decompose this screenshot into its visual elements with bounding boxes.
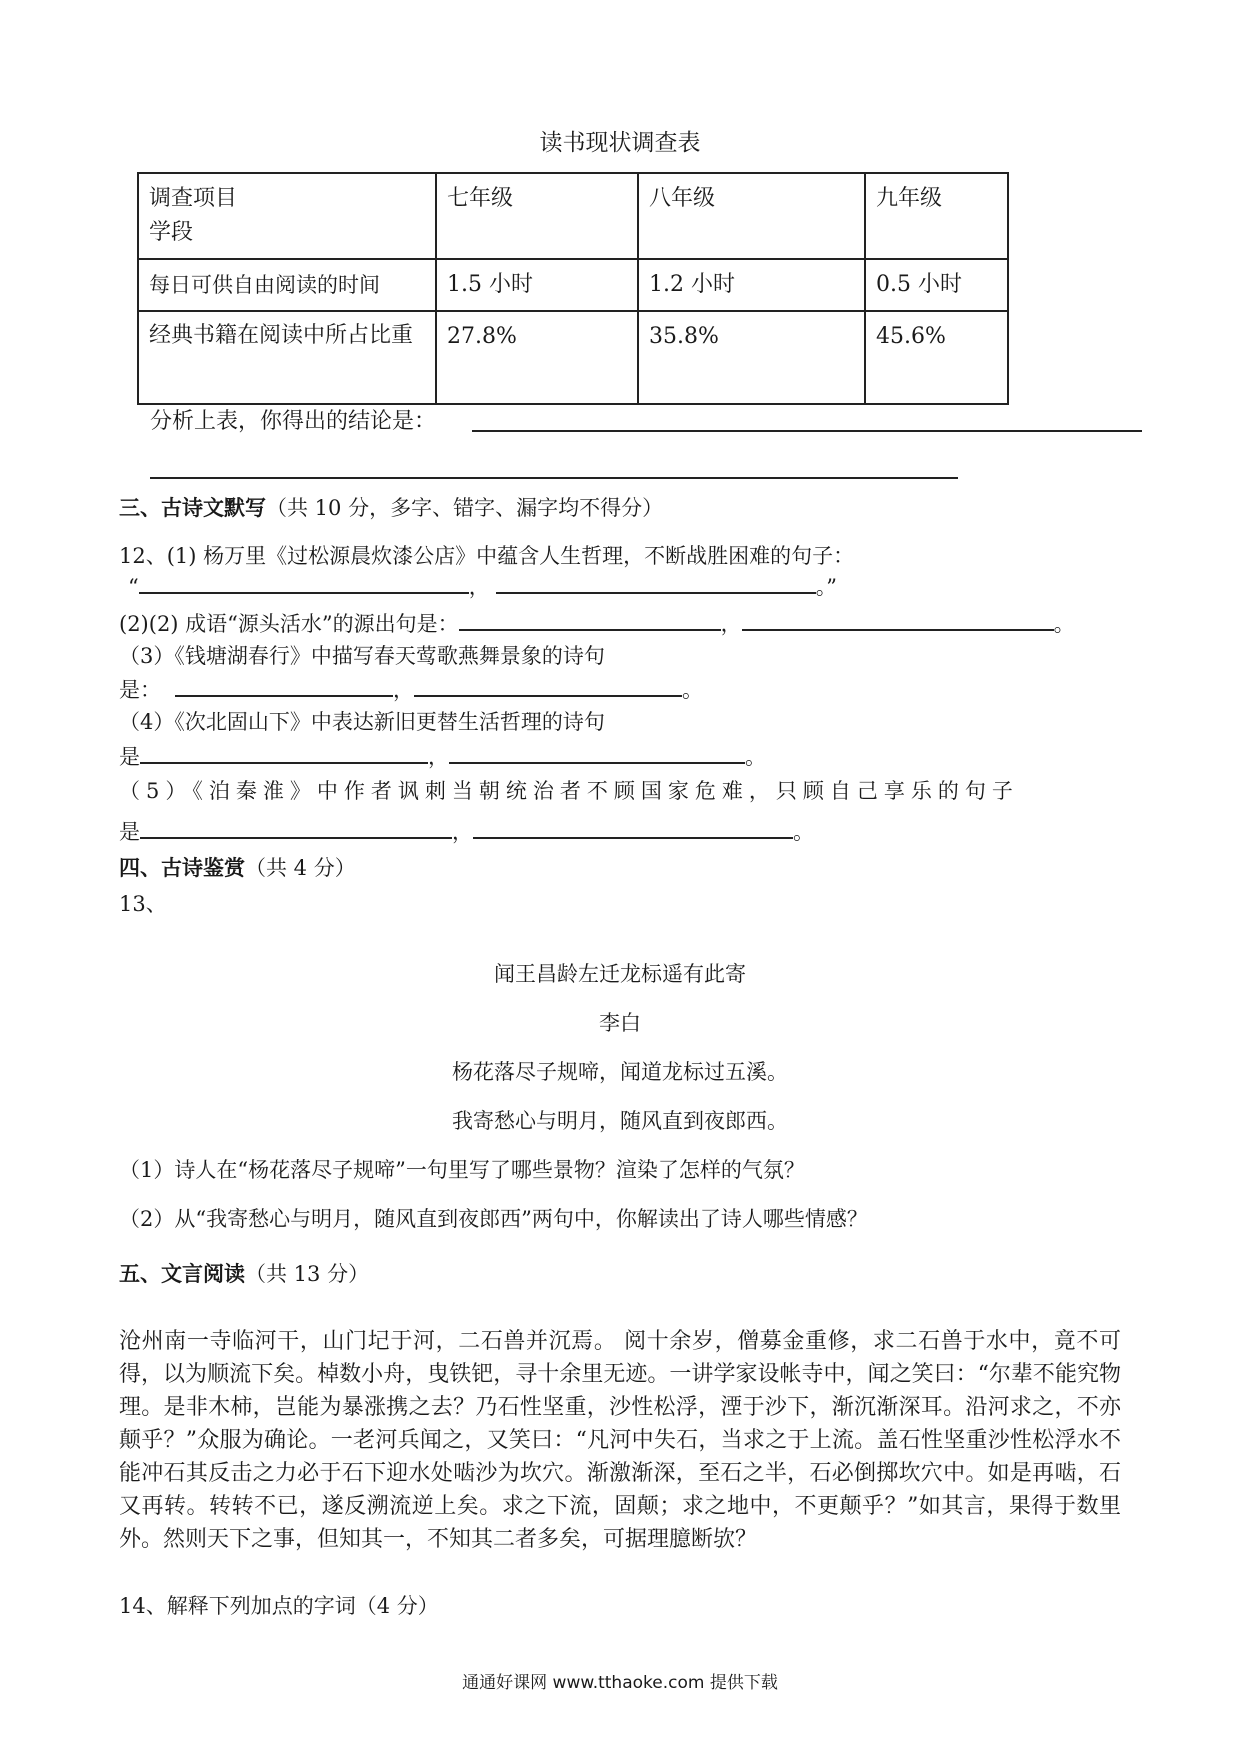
row-label: 每日可供自由阅读的时间: [138, 259, 436, 311]
period: 。: [682, 678, 703, 702]
answer-blank[interactable]: [175, 673, 393, 697]
poem-author: 李白: [599, 1011, 641, 1035]
table-cell: 35.8%: [638, 311, 865, 404]
corner-bottom-label: 学段: [149, 220, 194, 245]
answer-blank[interactable]: [414, 673, 682, 697]
q12-2-text: (2)(2) 成语“源头活水”的源出句是：: [119, 612, 459, 636]
comma: ，: [393, 678, 414, 702]
section3-heading: [119, 492, 663, 522]
q13-number: 13、: [119, 892, 167, 916]
answer-line[interactable]: [472, 430, 1142, 432]
period: 。: [793, 820, 814, 844]
section-note: （共 13 分）: [245, 1262, 370, 1286]
section-note: （共 4 分）: [245, 856, 356, 880]
period: 。: [1053, 612, 1075, 636]
q12-1-answer: [128, 570, 837, 601]
table-cell: 1.5 小时: [436, 259, 638, 311]
row-label: 经典书籍在阅读中所占比重: [138, 311, 436, 404]
section-title: 三、古诗文默写: [119, 495, 266, 520]
q12-4-tail: 是: [119, 745, 140, 769]
open-quote: “: [128, 575, 139, 599]
table-row: [138, 259, 1008, 311]
comma: ，: [720, 612, 742, 636]
q12-4: （4）《次北固山下》中表达新旧更替生活哲理的诗句: [119, 710, 605, 734]
table-cell: 27.8%: [436, 311, 638, 404]
section4-heading: [119, 852, 356, 882]
answer-blank[interactable]: [473, 815, 793, 839]
classical-passage: 沧州南一寺临河干，山门圮于河，二石兽并沉焉。 阅十余岁，僧募金重修，求二石兽于水中，竟不可得，以为顺流下矣。棹数小舟，曳铁钯，寻十余里无迹。一讲学家设帐寺中，闻之笑曰：“尔辈不能究物理。是非木柿，岂能为暴涨携之去？乃石性坚重，沙性松浮，湮于沙下，渐沉渐深耳。沿河求之，不亦颠乎？”众服为确论。一老河兵闻之，又笑曰：“凡河中失石，当求之于上流。盖石性坚重沙性松浮水不能冲石其反击之力必于石下迎水处啮沙为坎穴。渐激渐深，至石之半，石必倒掷坎穴中。如是再啮，石又再转。转转不已，遂反溯流逆上矣。求之下流，固颠；求之地中，不更颠乎？”如其言，果得于数里外。然则天下之事，但知其一，不知其二者多矣，可据理臆断欤？: [119, 1329, 1121, 1552]
analysis-prompt: 分析上表，你得出的结论是：: [150, 409, 437, 434]
q13-sub2: （2）从“我寄愁心与明月，随风直到夜郎西”两句中，你解读出了诗人哪些情感？: [119, 1207, 868, 1231]
table-header-row: [138, 173, 1008, 259]
q12-3-tail: 是：: [119, 678, 161, 702]
q13-sub1: （1）诗人在“杨花落尽子规啼”一句里写了哪些景物？渲染了怎样的气氛？: [119, 1158, 805, 1182]
survey-table: [137, 172, 1009, 405]
corner-top-label: 调查项目: [149, 186, 238, 211]
table-cell: 0.5 小时: [865, 259, 1008, 311]
q12-4-answer: [119, 740, 766, 771]
q12-3-answer: [119, 673, 703, 704]
table-cell: 45.6%: [865, 311, 1008, 404]
section5-heading: [119, 1258, 369, 1288]
q12-2: [119, 607, 1075, 638]
table-cell: 1.2 小时: [638, 259, 865, 311]
close-quote: 。”: [815, 575, 837, 599]
q12-3: （3）《钱塘湖春行》中描写春天莺歌燕舞景象的诗句: [119, 644, 605, 668]
grade-header: 八年级: [638, 173, 865, 259]
answer-blank[interactable]: [459, 607, 721, 631]
table-corner-cell: [138, 173, 436, 259]
answer-blank[interactable]: [496, 570, 816, 594]
answer-blank[interactable]: [140, 815, 452, 839]
grade-header: 九年级: [865, 173, 1008, 259]
page-footer: 通通好课网 www.tthaoke.com 提供下载: [462, 1673, 778, 1693]
grade-header: 七年级: [436, 173, 638, 259]
poem-line: 杨花落尽子规啼，闻道龙标过五溪。: [452, 1060, 788, 1084]
section-note: （共 10 分，多字、错字、漏字均不得分）: [266, 496, 664, 520]
answer-blank[interactable]: [140, 740, 428, 764]
table-row: [138, 311, 1008, 404]
answer-blank[interactable]: [742, 607, 1054, 631]
section-title: 五、文言阅读: [119, 1261, 245, 1286]
comma: ，: [468, 575, 490, 599]
section-title: 四、古诗鉴赏: [119, 855, 245, 880]
poem-line: 我寄愁心与明月，随风直到夜郎西。: [452, 1109, 788, 1133]
comma: ，: [428, 745, 449, 769]
comma: ，: [452, 820, 473, 844]
answer-blank[interactable]: [449, 740, 745, 764]
q12-5: （5）《泊秦淮》中作者讽刺当朝统治者不顾国家危难，只顾自己享乐的句子: [119, 779, 1019, 803]
table-title: 读书现状调查表: [539, 130, 701, 156]
answer-line[interactable]: [150, 477, 958, 479]
poem-title: 闻王昌龄左迁龙标遥有此寄: [494, 962, 746, 986]
period: 。: [745, 745, 766, 769]
q12-intro: 12、(1) 杨万里《过松源晨炊漆公店》中蕴含人生哲理，不断战胜困难的句子：: [119, 544, 855, 568]
answer-blank[interactable]: [139, 570, 469, 594]
q14: 14、解释下列加点的字词（4 分）: [119, 1594, 439, 1618]
q12-5-tail: 是: [119, 820, 140, 844]
q12-5-answer: [119, 815, 814, 846]
